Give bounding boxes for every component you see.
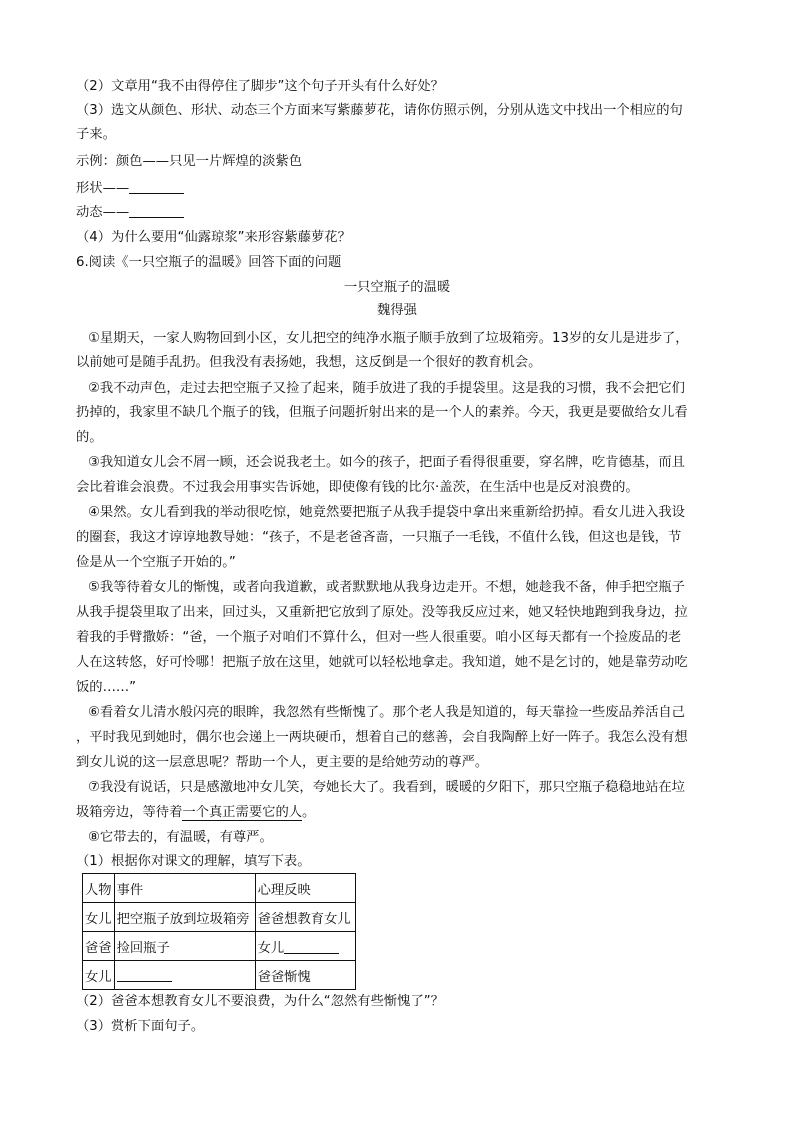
question-2: （2）文章用“我不由得停住了脚步”这个句子开头有什么好处？ <box>76 79 444 94</box>
paragraph-2-line1: ②我不动声色，走过去把空瓶子又捡了起来，随手放进了我的手提袋里。这是我的习惯，我不会把它们 <box>88 381 685 396</box>
reaction-blank[interactable] <box>284 939 339 954</box>
paragraph-5-line2: 从我手提袋里取了出来，回过头，又重新把它放到了原处。没等我反应过来，她又轻快地跑到我身边，拉 <box>76 605 688 620</box>
motion-answer-line <box>76 202 184 224</box>
table-header-row <box>83 874 356 903</box>
answer-table <box>82 873 356 990</box>
question-4: （4）为什么要用“仙露琼浆”来形容紫藤萝花？ <box>76 230 351 245</box>
paragraph-5-line3: 着我的手臂撒娇：“爸，一个瓶子对咱们不算什么，但对一些人很重要。咱小区每天都有一个捡废品的老 <box>76 630 682 645</box>
table-cell: 爸爸想教育女儿 <box>255 903 355 932</box>
paragraph-6-line2: ，平时我见到她时，偶尔也会递上一两块硬币，想着自己的慈善，会自我陶醉上好一阵子。我怎么没有想 <box>76 730 688 745</box>
paragraph-5-line1: ⑤我等待着女儿的惭愧，或者向我道歉，或者默默地从我身边走开。不想，她趁我不备，伸手把空瓶子 <box>88 580 685 595</box>
paragraph-6-line1: ⑥看着女儿清水般闪亮的眼眸，我忽然有些惭愧了。那个老人我是知道的，每天靠捡一些废品养活自己 <box>88 705 685 720</box>
shape-label: 形状—— <box>76 181 130 196</box>
table-cell: 把空瓶子放到垃圾箱旁 <box>114 903 255 932</box>
motion-blank[interactable] <box>129 203 184 218</box>
event-blank[interactable] <box>117 967 172 982</box>
example-line: 示例：颜色——只见一片辉煌的淡紫色 <box>76 154 303 169</box>
paragraph-3-line1: ③我知道女儿会不屑一顾，还会说我老土。如今的孩子，把面子看得很重要，穿名牌，吃肯德基，而且 <box>88 455 685 470</box>
paragraph-8-line1: ⑧它带去的，有温暖，有尊严。 <box>88 830 273 845</box>
paragraph-4-line2: 的圈套，我这才谆谆地教导她：“孩子，不是老爸吝啬，一只瓶子一毛钱，不值什么钱，但这也是钱，节 <box>76 530 682 545</box>
table-row <box>83 961 356 990</box>
question-3-line2: 子来。 <box>76 127 116 142</box>
paragraph-4-line1: ④果然。女儿看到我的举动很吃惊，她竟然要把瓶子从我手提袋中拿出来重新给扔掉。看女儿进入我设 <box>88 505 685 520</box>
paragraph-3-line2: 会比着谁会浪费。不过我会用事实告诉她，即使像有钱的比尔·盖茨，在生活中也是反对浪费的。 <box>76 480 639 495</box>
underlined-phrase: 一个真正需要它的人 <box>182 805 303 820</box>
paragraph-2-line2: 扔掉的，我家里不缺几个瓶子的钱，但瓶子问题折射出来的是一个人的素养。今天，我更是要做给女儿看 <box>76 405 688 420</box>
shape-blank[interactable] <box>129 179 184 194</box>
table-header-cell: 事件 <box>114 874 255 903</box>
paragraph-4-line3: 俭是从一个空瓶子开始的。” <box>76 555 236 570</box>
table-row <box>83 932 356 961</box>
table-header-cell: 人物 <box>83 874 115 903</box>
table-row <box>83 903 356 932</box>
article-author: 魏得强 <box>377 303 417 318</box>
table-header-cell: 心理反映 <box>255 874 355 903</box>
paragraph-1-line2: 以前她可是随手乱扔。但我没有表扬她，我想，这反倒是一个很好的教育机会。 <box>76 355 542 370</box>
motion-label: 动态—— <box>76 205 130 220</box>
paragraph-5-line5: 饭的……” <box>76 680 137 695</box>
paragraph-2-line3: 的。 <box>76 430 103 445</box>
table-cell: 女儿 <box>83 903 115 932</box>
paragraph-7-line1: ⑦我没有说话，只是感激地冲女儿笑，夸她长大了。我看到，暖暖的夕阳下，那只空瓶子稳稳地站在垃 <box>88 780 685 795</box>
paragraph-5-line4: 人在这转悠，好可怜哪！把瓶子放在这里，她就可以轻松地拿走。我知道，她不是乞讨的，她是靠劳动吃 <box>76 655 688 670</box>
table-cell <box>114 961 255 990</box>
article-title: 一只空瓶子的温暖 <box>343 280 451 295</box>
table-question-1: （1）根据你对课文的理解，填写下表。 <box>76 854 311 869</box>
paragraph-7-line2 <box>76 802 315 824</box>
table-cell: 女儿 <box>83 961 115 990</box>
paragraph-1-line1: ①星期天，一家人购物回到小区，女儿把空的纯净水瓶子顺手放到了垃圾箱旁。13岁的女儿是进步了， <box>88 331 689 346</box>
question-6-heading: 6.阅读《一只空瓶子的温暖》回答下面的问题 <box>76 255 342 270</box>
table-cell: 爸爸惭愧 <box>255 961 355 990</box>
question-3c: （3）赏析下面句子。 <box>76 1019 205 1034</box>
shape-answer-line <box>76 178 184 200</box>
table-cell <box>255 932 355 961</box>
paragraph-6-line3: 到女儿说的这一层意思呢？帮助一个人，更主要的是给她劳动的尊严。 <box>76 755 489 770</box>
question-3-line1: （3）选文从颜色、形状、动态三个方面来写紫藤萝花，请你仿照示例，分别从选文中找出一个相应的句 <box>76 103 683 118</box>
table-cell: 爸爸 <box>83 932 115 961</box>
question-2b: （2）爸爸本想教育女儿不要浪费，为什么“忽然有些惭愧了”？ <box>76 994 444 1009</box>
table-cell-text: 女儿 <box>257 940 285 956</box>
paragraph-7-line2-text: 圾箱旁边，等待着一个真正需要它的人。 <box>76 805 316 820</box>
table-cell: 捡回瓶子 <box>114 932 255 961</box>
